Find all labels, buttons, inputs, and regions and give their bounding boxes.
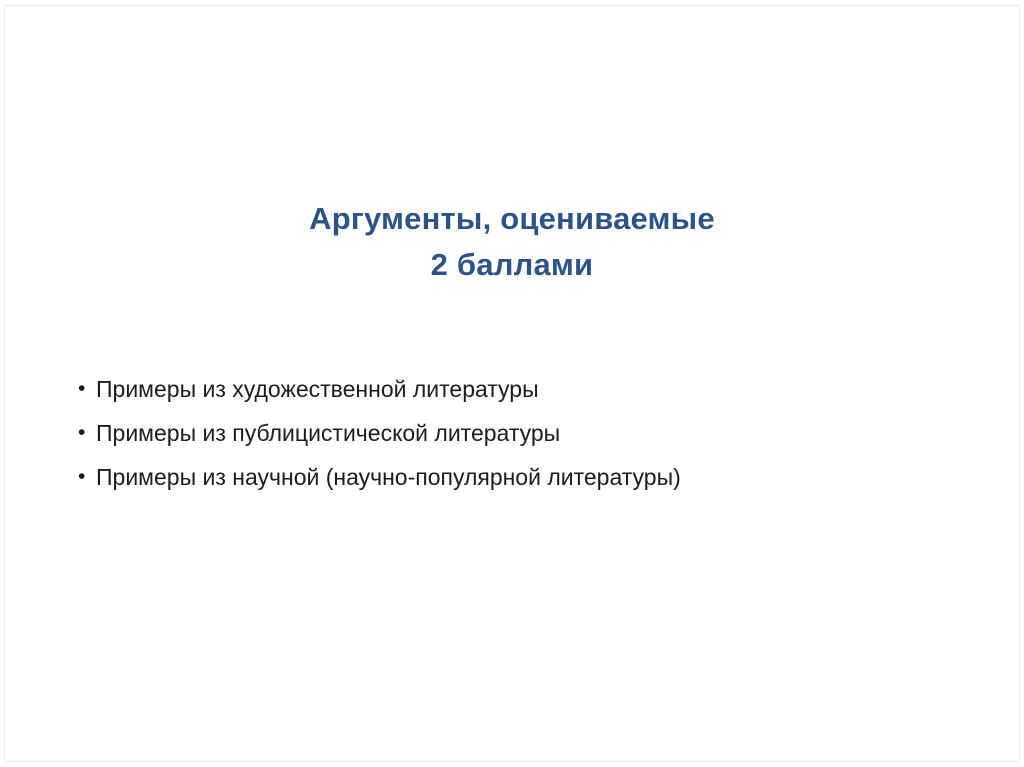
list-item [78, 464, 938, 490]
bullet-text: Примеры из публицистической литературы [96, 420, 561, 446]
bullet-text: Примеры из художественной литературы [96, 376, 539, 402]
slide-title-line-1: Аргументы, оцениваемые [309, 201, 715, 236]
slide-title-line-2: 2 баллами [430, 247, 594, 282]
list-item [78, 376, 938, 402]
bullet-icon: • [78, 377, 86, 400]
bullet-list [78, 376, 938, 508]
list-item [78, 420, 938, 446]
bullet-icon: • [78, 465, 86, 488]
bullet-icon: • [78, 421, 86, 444]
slide-title [0, 196, 1024, 288]
bullet-text: Примеры из научной (научно-популярной литературы) [96, 464, 681, 490]
